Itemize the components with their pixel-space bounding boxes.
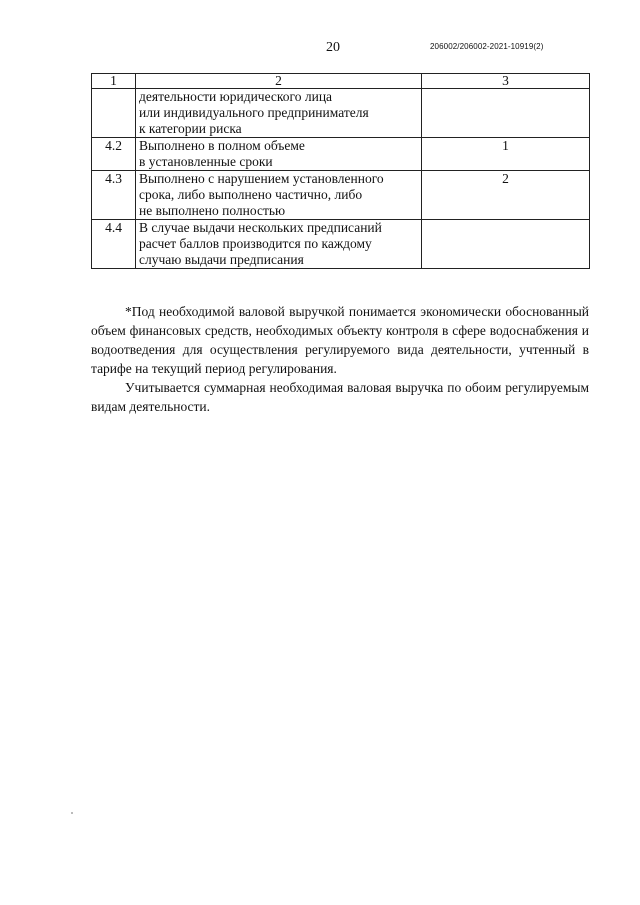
column-header-number: 1 <box>92 74 136 89</box>
row-number: 4.4 <box>92 220 136 269</box>
row-criterion <box>136 138 422 171</box>
criterion-line: В случае выдачи нескольких предписаний <box>139 220 382 235</box>
criterion-line: Выполнено с нарушением установленного <box>139 171 384 186</box>
row-number: 4.2 <box>92 138 136 171</box>
criterion-line: расчет баллов производится по каждому <box>139 236 372 251</box>
row-points: 2 <box>422 171 590 220</box>
row-criterion <box>136 220 422 269</box>
row-points <box>422 220 590 269</box>
footnote <box>91 302 589 416</box>
column-header-criterion: 2 <box>136 74 422 89</box>
scan-speck <box>71 812 73 814</box>
criterion-line: деятельности юридического лица <box>139 89 333 104</box>
criterion-line: случаю выдачи предписания <box>139 252 304 267</box>
criterion-line: не выполнено полностью <box>139 203 286 218</box>
footnote-note: Учитывается суммарная необходимая валовая выручка по обоим регулируемым видам деятельности. <box>91 380 589 414</box>
footnote-definition: *Под необходимой валовой выручкой понимается экономически обоснованный объем финансовых средств, необходимых объекту контроля в сфере водоснабжения и водоотведения для осуществления регулируемого вида деятельности, учтенный в тарифе на текущий период регулирования. <box>91 304 589 376</box>
row-criterion <box>136 89 422 138</box>
criterion-line: или индивидуального предпринимателя <box>139 105 369 120</box>
row-number <box>92 89 136 138</box>
page-number: 20 <box>326 40 340 55</box>
row-points: 1 <box>422 138 590 171</box>
row-number: 4.3 <box>92 171 136 220</box>
criterion-line: срока, либо выполнено частично, либо <box>139 187 363 202</box>
criterion-line: в установленные сроки <box>139 154 273 169</box>
criterion-line: к категории риска <box>139 121 242 136</box>
table-row <box>92 138 590 171</box>
row-points <box>422 89 590 138</box>
table-row <box>92 220 590 269</box>
table-header-row <box>92 74 590 89</box>
table-row <box>92 89 590 138</box>
row-criterion <box>136 171 422 220</box>
criteria-table <box>91 73 590 269</box>
column-header-points: 3 <box>422 74 590 89</box>
criterion-line: Выполнено в полном объеме <box>139 138 305 153</box>
table-row <box>92 171 590 220</box>
document-code: 206002/206002-2021-10919(2) <box>430 42 544 51</box>
